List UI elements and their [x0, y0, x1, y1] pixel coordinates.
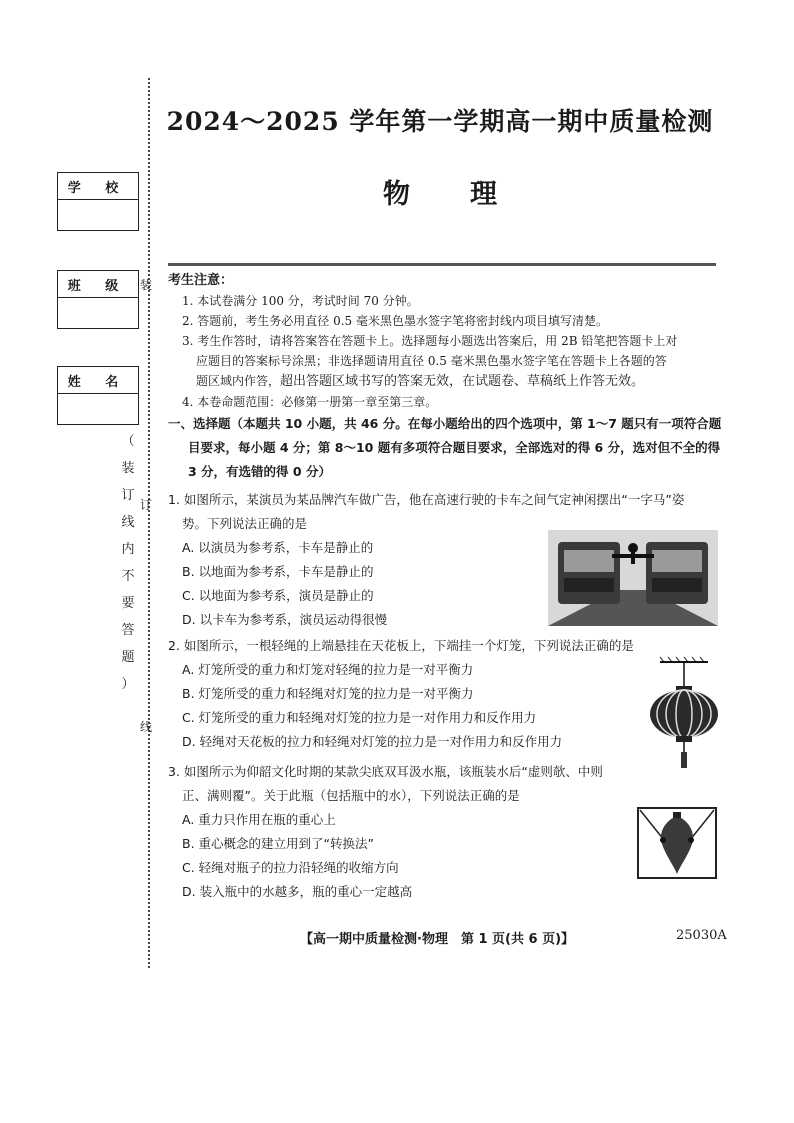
page-footer: 【高一期中质量检测·物理 第 1 页(共 6 页)】	[300, 932, 575, 947]
truck-grille-icon	[652, 578, 702, 592]
option-b[interactable]: B. 灯笼所受的重力和轻绳对灯笼的拉力是一对平衡力	[182, 686, 474, 701]
name-field[interactable]	[58, 394, 138, 424]
subject-char: 理	[470, 179, 497, 210]
performer-head-icon	[628, 543, 638, 553]
school-field[interactable]	[58, 200, 138, 230]
trucks-figure	[548, 530, 718, 626]
option-c[interactable]: C. 轻绳对瓶子的拉力沿轻绳的收缩方向	[182, 860, 399, 875]
notice-emphasis: 超出答题区域书写的答案无效，在试题卷、草稿纸上作答无效。	[280, 374, 645, 389]
name-label: 姓 名	[58, 367, 138, 394]
question-stem: 3. 如图所示为仰韶文化时期的某款尖底双耳汲水瓶，该瓶装水后“虚则欹、中则	[168, 764, 603, 779]
lantern-figure	[646, 656, 722, 774]
vase-ear-icon	[660, 837, 666, 843]
subject-char: 物	[383, 179, 410, 210]
class-label: 班 级	[58, 271, 138, 298]
truck-window-icon	[652, 550, 702, 572]
notice-item: 1. 本试卷满分 100 分，考试时间 70 分钟。	[182, 294, 419, 308]
option-a[interactable]: A. 以演员为参考系，卡车是静止的	[182, 540, 374, 555]
seal-char: （	[121, 434, 135, 449]
seal-char: ）	[121, 677, 135, 692]
question-stem: 2. 如图所示，一根轻绳的上端悬挂在天花板上，下端挂一个灯笼，下列说法正确的是	[168, 638, 634, 653]
exam-title: 2024～2025 学年第一学期高一期中质量检测	[166, 107, 714, 136]
truck-window-icon	[564, 550, 614, 572]
option-a[interactable]: A. 灯笼所受的重力和灯笼对轻绳的拉力是一对平衡力	[182, 662, 474, 677]
question-stem: 正、满则覆”。关于此瓶（包括瓶中的水），下列说法正确的是	[182, 788, 520, 803]
notice-item: 3. 考生作答时，请将答案答在答题卡上。选择题每小题选出答案后，用 2B 铅笔把答题卡上对	[182, 334, 678, 348]
lantern-base-icon	[676, 736, 692, 742]
class-box	[57, 270, 139, 329]
option-d[interactable]: D. 轻绳对天花板的拉力和轻绳对灯笼的拉力是一对作用力和反作用力	[182, 734, 563, 749]
question-3	[168, 760, 638, 904]
seal-char: 线	[121, 515, 135, 530]
notice-item-cont-text: 题区域内作答，	[196, 374, 281, 388]
option-a[interactable]: A. 重力只作用在瓶的重心上	[182, 812, 336, 827]
vase-icon	[661, 816, 693, 874]
header-rule	[168, 263, 716, 266]
lantern-body-icon	[650, 690, 718, 738]
rope-right-icon	[690, 810, 714, 840]
seal-note	[120, 428, 136, 698]
section-line: 3 分，有选错的得 0 分）	[188, 464, 331, 479]
notice-item-cont	[168, 371, 728, 392]
notice-heading: 考生注意：	[168, 273, 234, 288]
notice-item: 4. 本卷命题范围：必修第一册第一章至第三章。	[182, 395, 438, 409]
bind-mark: 装	[140, 278, 153, 292]
option-c[interactable]: C. 以地面为参考系，演员是静止的	[182, 588, 374, 603]
question-stem: 1. 如图所示，某演员为某品牌汽车做广告，他在高速行驶的卡车之间气定神闲摆出“一字马”姿	[168, 492, 685, 507]
option-d[interactable]: D. 装入瓶中的水越多，瓶的重心一定越高	[182, 884, 413, 899]
option-b[interactable]: B. 以地面为参考系，卡车是静止的	[182, 564, 374, 579]
school-label: 学 校	[58, 173, 138, 200]
option-d[interactable]: D. 以卡车为参考系，演员运动得很慢	[182, 612, 388, 627]
seal-char: 内	[121, 542, 135, 557]
school-box	[57, 172, 139, 231]
name-box	[57, 366, 139, 425]
paper-code: 25030A	[676, 928, 727, 943]
vase-figure	[636, 806, 718, 880]
truck-grille-icon	[564, 578, 614, 592]
rope-left-icon	[640, 810, 664, 840]
subject-title	[150, 172, 730, 211]
notice-item: 2. 答题前，考生务必用直径 0.5 毫米黑色墨水签字笔将密封线内项目填写清楚。	[182, 314, 608, 328]
option-b[interactable]: B. 重心概念的建立用到了“转换法”	[182, 836, 374, 851]
section-heading	[168, 412, 724, 484]
section-line: 一、选择题（本题共 10 小题，共 46 分。在每小题给出的四个选项中，第 1～7 题只有一项符合题	[168, 416, 722, 431]
exam-notice	[168, 271, 728, 412]
bind-mark: 线	[140, 720, 153, 734]
notice-item-cont: 应题目的答案标号涂黑；非选择题请用直径 0.5 毫米黑色墨水签字笔在答题卡上各题的答	[196, 354, 667, 368]
question-stem: 势。下列说法正确的是	[182, 516, 308, 531]
vase-ear-icon	[688, 837, 694, 843]
option-c[interactable]: C. 灯笼所受的重力和轻绳对灯笼的拉力是一对作用力和反作用力	[182, 710, 537, 725]
section-line: 目要求，每小题 4 分；第 8～10 题有多项符合题目要求，全部选对的得 6 分，选对但不全的得	[188, 440, 721, 455]
bind-mark: 订	[140, 498, 153, 512]
vase-mouth-icon	[673, 812, 681, 818]
seal-char: 不	[121, 569, 135, 584]
seal-char: 订	[121, 488, 135, 503]
seal-char: 装	[121, 461, 135, 476]
seal-char: 题	[121, 650, 135, 665]
seal-char: 答	[121, 623, 135, 638]
question-2	[168, 634, 648, 754]
seal-char: 要	[121, 596, 135, 611]
lantern-tassel-icon	[681, 752, 687, 768]
class-field[interactable]	[58, 298, 138, 328]
binding-dotted-line	[148, 78, 150, 968]
